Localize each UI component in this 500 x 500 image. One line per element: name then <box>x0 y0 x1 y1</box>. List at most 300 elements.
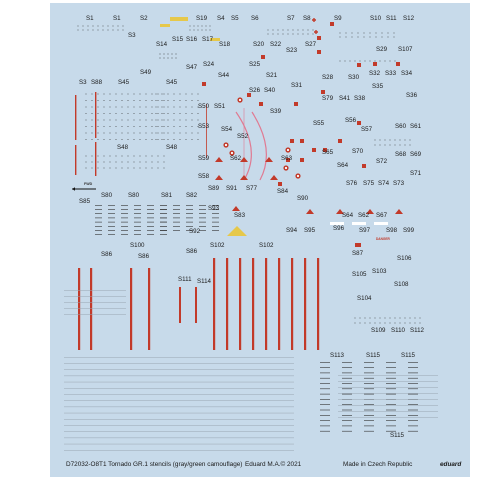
stencil-label: S55 <box>313 120 325 127</box>
stencil-dot <box>162 139 163 140</box>
warning-square <box>312 148 316 152</box>
stencil-dot <box>103 26 104 27</box>
stencil-text-line <box>95 230 102 231</box>
stencil-dot <box>186 120 187 121</box>
stencil-dot <box>370 33 371 34</box>
stencil-text-line <box>199 213 206 214</box>
stencil-dot <box>375 323 376 324</box>
stencil-label: S49 <box>140 69 152 76</box>
stencil-label: S114 <box>197 278 211 285</box>
stencil-dot <box>122 168 123 169</box>
yellow-stencil <box>170 17 188 21</box>
stencil-dot <box>86 139 87 140</box>
stripe-line <box>64 425 294 426</box>
stencil-dot <box>288 30 289 31</box>
warning-square <box>294 102 298 106</box>
stencil-dot <box>174 126 175 127</box>
stripe-line <box>338 417 438 418</box>
eduard-logo: eduard <box>440 461 462 468</box>
warning-square <box>317 50 321 54</box>
stencil-dot <box>152 162 153 163</box>
stencil-text-line <box>408 431 418 432</box>
stencil-label: S34 <box>401 70 413 77</box>
stencil-dot <box>186 126 187 127</box>
stencil-dot <box>158 168 159 169</box>
stencil-dot <box>385 323 386 324</box>
stencil-dot <box>146 162 147 163</box>
stencil-dot <box>98 133 99 134</box>
stencil-dot <box>93 30 94 31</box>
stencil-dot <box>128 168 129 169</box>
red-pole-decal <box>252 258 254 350</box>
stencil-dot <box>180 133 181 134</box>
stencil-dot <box>350 61 351 62</box>
stencil-label: S47 <box>186 64 198 71</box>
stencil-label: S93 <box>208 205 220 212</box>
stripe-line <box>64 290 126 291</box>
stencil-dot <box>198 139 199 140</box>
stencil-dot <box>152 100 153 101</box>
stencil-dot <box>298 30 299 31</box>
red-pole-decal <box>130 268 132 350</box>
stencil-dot <box>192 133 193 134</box>
stencil-text-line <box>108 234 115 235</box>
stencil-dot <box>104 162 105 163</box>
stencil-text-line <box>342 415 352 416</box>
stencil-dot <box>388 33 389 34</box>
red-roundel-center <box>231 152 233 154</box>
stencil-dot <box>174 133 175 134</box>
stripe-line <box>64 363 294 364</box>
red-pole-decal <box>78 268 80 350</box>
warning-square <box>278 182 282 186</box>
stencil-text-line <box>199 226 206 227</box>
stencil-dot <box>98 100 99 101</box>
stripe-line <box>64 438 294 439</box>
stripe-line <box>64 296 126 297</box>
stencil-text-line <box>408 378 418 379</box>
stencil-text-line <box>121 230 128 231</box>
warning-square <box>396 62 400 66</box>
danger-label: DANGER <box>376 237 390 241</box>
stencil-label: S113 <box>330 352 344 359</box>
stencil-text-line <box>364 420 374 421</box>
stencil-dot <box>110 139 111 140</box>
stencil-dot <box>116 100 117 101</box>
stencil-dot <box>164 54 165 55</box>
stencil-label: S75 <box>363 180 375 187</box>
stencil-dot <box>198 30 199 31</box>
stencil-text-line <box>173 222 180 223</box>
warning-square <box>357 121 361 125</box>
stencil-dot <box>376 33 377 34</box>
stencil-label: S115 <box>401 352 415 359</box>
stencil-dot <box>134 168 135 169</box>
stencil-dot <box>152 133 153 134</box>
stencil-text-line <box>386 420 396 421</box>
stencil-text-line <box>160 234 167 235</box>
stencil-dot <box>140 113 141 114</box>
yellow-stencil <box>160 24 170 27</box>
stencil-label: S103 <box>372 268 387 275</box>
stencil-label: S64 <box>337 162 349 169</box>
stencil-text-line <box>320 404 330 405</box>
stencil-label: S82 <box>186 192 198 199</box>
stencil-dot <box>194 26 195 27</box>
stencil-text-line <box>134 234 141 235</box>
stencil-dot <box>122 126 123 127</box>
stencil-dot <box>192 139 193 140</box>
stencil-text-line <box>121 218 128 219</box>
stencil-dot <box>110 126 111 127</box>
stencil-dot <box>174 94 175 95</box>
stencil-dot <box>174 100 175 101</box>
stencil-dot <box>164 126 165 127</box>
stencil-text-line <box>386 410 396 411</box>
stencil-dot <box>400 318 401 319</box>
stencil-dot <box>146 100 147 101</box>
stencil-dot <box>268 30 269 31</box>
stencil-dot <box>400 145 401 146</box>
stencil-text-line <box>95 234 102 235</box>
stencil-dot <box>298 34 299 35</box>
stencil-dot <box>283 34 284 35</box>
stencil-dot <box>134 120 135 121</box>
stencil-dot <box>313 34 314 35</box>
stencil-dot <box>110 168 111 169</box>
stencil-dot <box>134 162 135 163</box>
stencil-label: S110 <box>391 327 405 334</box>
stencil-text-line <box>160 230 167 231</box>
stencil-dot <box>192 100 193 101</box>
stencil-label: S102 <box>210 242 225 249</box>
warning-square <box>202 82 206 86</box>
stencil-dot <box>104 156 105 157</box>
stencil-label: S27 <box>305 41 317 48</box>
stencil-dot <box>116 126 117 127</box>
stripe-line <box>64 444 294 445</box>
stencil-text-line <box>95 218 102 219</box>
stencil-dot <box>164 107 165 108</box>
stencil-dot <box>190 30 191 31</box>
stencil-dot <box>134 156 135 157</box>
stencil-dot <box>104 139 105 140</box>
stencil-label: S115 <box>390 432 404 439</box>
warning-square <box>261 55 265 59</box>
stencil-label: S16 <box>186 36 198 43</box>
stencil-dot <box>134 100 135 101</box>
stencil-dot <box>98 107 99 108</box>
warning-square <box>300 158 304 162</box>
stencil-dot <box>186 113 187 114</box>
stencil-label: S61 <box>410 123 422 130</box>
stencil-text-line <box>364 394 374 395</box>
stripe-line <box>64 369 294 370</box>
stripe-line <box>64 400 294 401</box>
stencil-label: S104 <box>357 295 372 302</box>
stencil-label: S67 <box>376 212 388 219</box>
stencil-dot <box>340 61 341 62</box>
red-stripe <box>95 142 96 176</box>
stencil-label: S15 <box>172 36 184 43</box>
stencil-dot <box>303 30 304 31</box>
stencil-dot <box>146 107 147 108</box>
stencil-dot <box>268 34 269 35</box>
stencil-label: S57 <box>361 126 373 133</box>
stencil-label: S10 <box>370 15 382 22</box>
stencil-label: S22 <box>270 41 282 48</box>
stencil-text-line <box>147 205 154 206</box>
stripe-line <box>338 411 438 412</box>
stencil-dot <box>293 30 294 31</box>
stencil-dot <box>370 318 371 319</box>
stencil-dot <box>104 133 105 134</box>
warning-square <box>330 22 334 26</box>
stencil-dot <box>146 94 147 95</box>
stencil-text-line <box>364 373 374 374</box>
warning-square <box>338 139 342 143</box>
warning-square <box>362 164 366 168</box>
stencil-dot <box>134 139 135 140</box>
stencil-dot <box>278 34 279 35</box>
stencil-label: S29 <box>376 46 388 53</box>
stencil-dot <box>395 318 396 319</box>
stripe-line <box>64 394 294 395</box>
stencil-dot <box>410 140 411 141</box>
red-stripe <box>95 92 96 138</box>
stencil-dot <box>376 37 377 38</box>
red-roundel-center <box>239 99 241 101</box>
stencil-dot <box>92 113 93 114</box>
danger-stencil <box>376 237 391 241</box>
red-roundel-center <box>225 144 227 146</box>
stencil-dot <box>128 107 129 108</box>
stencil-label: S1 <box>86 15 94 22</box>
stencil-text-line <box>173 213 180 214</box>
stencil-text-line <box>160 213 167 214</box>
stencil-label: S40 <box>264 87 276 94</box>
stencil-dot <box>198 133 199 134</box>
stencil-dot <box>116 94 117 95</box>
red-stripe <box>206 104 207 158</box>
stencil-text-line <box>342 410 352 411</box>
stencil-label: S79 <box>322 95 334 102</box>
stencil-label: S20 <box>253 41 265 48</box>
stencil-dot <box>168 100 169 101</box>
stencil-dot <box>382 33 383 34</box>
stencil-label: S58 <box>198 173 210 180</box>
stencil-text-line <box>408 373 418 374</box>
stencil-dot <box>116 162 117 163</box>
stencil-dot <box>104 107 105 108</box>
stencil-dot <box>172 54 173 55</box>
stencil-dot <box>104 100 105 101</box>
stencil-dot <box>355 318 356 319</box>
stencil-dot <box>122 100 123 101</box>
stencil-label: S105 <box>352 271 367 278</box>
stencil-text-line <box>320 394 330 395</box>
stencil-dot <box>400 140 401 141</box>
stripe-line <box>64 302 126 303</box>
stencil-label: S100 <box>130 242 145 249</box>
stencil-label: S38 <box>354 95 366 102</box>
fwd-label: FWD <box>84 182 93 186</box>
stencil-text-line <box>408 389 418 390</box>
warning-square <box>357 63 361 67</box>
stripe-line <box>338 387 438 388</box>
stencil-label: S97 <box>359 227 371 234</box>
stencil-label: S77 <box>246 185 258 192</box>
stencil-label: S98 <box>386 227 398 234</box>
stencil-dot <box>122 133 123 134</box>
stencil-dot <box>180 113 181 114</box>
stencil-dot <box>162 133 163 134</box>
stencil-text-line <box>199 209 206 210</box>
stencil-text-line <box>173 205 180 206</box>
red-stripe <box>75 95 76 140</box>
stencil-dot <box>360 318 361 319</box>
stencil-dot <box>140 168 141 169</box>
stencil-dot <box>86 107 87 108</box>
stencil-text-line <box>108 209 115 210</box>
warning-square <box>317 36 321 40</box>
stencil-dot <box>92 168 93 169</box>
stencil-dot <box>192 120 193 121</box>
stencil-dot <box>394 33 395 34</box>
stencil-label: S64 <box>342 212 354 219</box>
stencil-label: S63 <box>281 155 293 162</box>
footer-product-code: D72032-O8T1 Tornado GR.1 stencils (gray/green camouflage) <box>66 461 243 468</box>
stencil-dot <box>164 94 165 95</box>
stencil-dot <box>198 100 199 101</box>
stencil-label: S4 <box>217 15 225 22</box>
stencil-dot <box>410 323 411 324</box>
stencil-label: S7 <box>287 15 295 22</box>
stencil-dot <box>118 26 119 27</box>
stencil-dot <box>158 162 159 163</box>
stencil-dot <box>156 133 157 134</box>
stencil-dot <box>122 162 123 163</box>
stencil-label: S80 <box>128 192 140 199</box>
stencil-dot <box>164 113 165 114</box>
stencil-dot <box>86 120 87 121</box>
stencil-text-line <box>95 205 102 206</box>
red-pole-decal <box>226 258 228 350</box>
stencil-dot <box>152 126 153 127</box>
stencil-dot <box>210 30 211 31</box>
stencil-label: S11 <box>386 15 397 22</box>
stencil-label: S26 <box>249 87 261 94</box>
stencil-dot <box>152 113 153 114</box>
stencil-label: S95 <box>304 227 316 234</box>
stripe-line <box>64 419 294 420</box>
stencil-dot <box>140 133 141 134</box>
stencil-label: S87 <box>352 250 364 257</box>
stencil-label: S91 <box>226 185 238 192</box>
stencil-label: S107 <box>398 46 413 53</box>
stencil-label: S8 <box>303 15 311 22</box>
stencil-text-line <box>342 362 352 363</box>
stencil-dot <box>152 156 153 157</box>
stencil-text-line <box>320 378 330 379</box>
stencil-dot <box>158 113 159 114</box>
stencil-dot <box>98 94 99 95</box>
stencil-dot <box>164 168 165 169</box>
stencil-text-line <box>342 420 352 421</box>
stencil-dot <box>395 323 396 324</box>
stencil-text-line <box>342 373 352 374</box>
stencil-text-line <box>342 426 352 427</box>
stencil-dot <box>202 30 203 31</box>
stencil-dot <box>146 120 147 121</box>
stencil-dot <box>152 120 153 121</box>
stencil-text-line <box>147 209 154 210</box>
stencil-dot <box>92 126 93 127</box>
stencil-dot <box>415 323 416 324</box>
stencil-dot <box>128 100 129 101</box>
stencil-dot <box>180 126 181 127</box>
stencil-text-line <box>320 399 330 400</box>
stripe-line <box>64 450 294 451</box>
stencil-dot <box>375 145 376 146</box>
stencil-dot <box>380 140 381 141</box>
stencil-label: S59 <box>198 155 210 162</box>
stripe-line <box>64 407 294 408</box>
stencil-dot <box>365 318 366 319</box>
stencil-text-line <box>320 431 330 432</box>
stencil-dot <box>103 30 104 31</box>
stencil-text-line <box>108 218 115 219</box>
stencil-dot <box>340 33 341 34</box>
stencil-dot <box>116 156 117 157</box>
stencil-text-line <box>386 378 396 379</box>
stencil-text-line <box>199 230 206 231</box>
stripe-line <box>64 388 294 389</box>
stencil-label: S109 <box>371 327 386 334</box>
stencil-dot <box>92 133 93 134</box>
stencil-label: S106 <box>397 255 412 262</box>
stencil-dot <box>110 113 111 114</box>
stencil-dot <box>83 30 84 31</box>
stencil-dot <box>160 58 161 59</box>
stencil-dot <box>190 26 191 27</box>
stencil-dot <box>110 162 111 163</box>
stencil-dot <box>110 107 111 108</box>
stencil-text-line <box>121 205 128 206</box>
stencil-text-line <box>147 230 154 231</box>
stencil-text-line <box>134 218 141 219</box>
stencil-dot <box>283 30 284 31</box>
stencil-text-line <box>160 222 167 223</box>
stencil-dot <box>140 107 141 108</box>
stencil-dot <box>385 61 386 62</box>
stencil-dot <box>172 58 173 59</box>
stencil-text-line <box>134 209 141 210</box>
stencil-text-line <box>342 389 352 390</box>
stencil-dot <box>355 323 356 324</box>
red-roundel-center <box>287 149 289 151</box>
stencil-label: S70 <box>352 148 364 155</box>
stencil-label: S3 <box>79 79 87 86</box>
stencil-dot <box>186 107 187 108</box>
stencil-dot <box>164 133 165 134</box>
stencil-text-line <box>386 404 396 405</box>
stencil-text-line <box>108 230 115 231</box>
stencil-text-line <box>199 218 206 219</box>
stencil-dot <box>92 100 93 101</box>
stripe-line <box>338 375 438 376</box>
stencil-dot <box>380 61 381 62</box>
